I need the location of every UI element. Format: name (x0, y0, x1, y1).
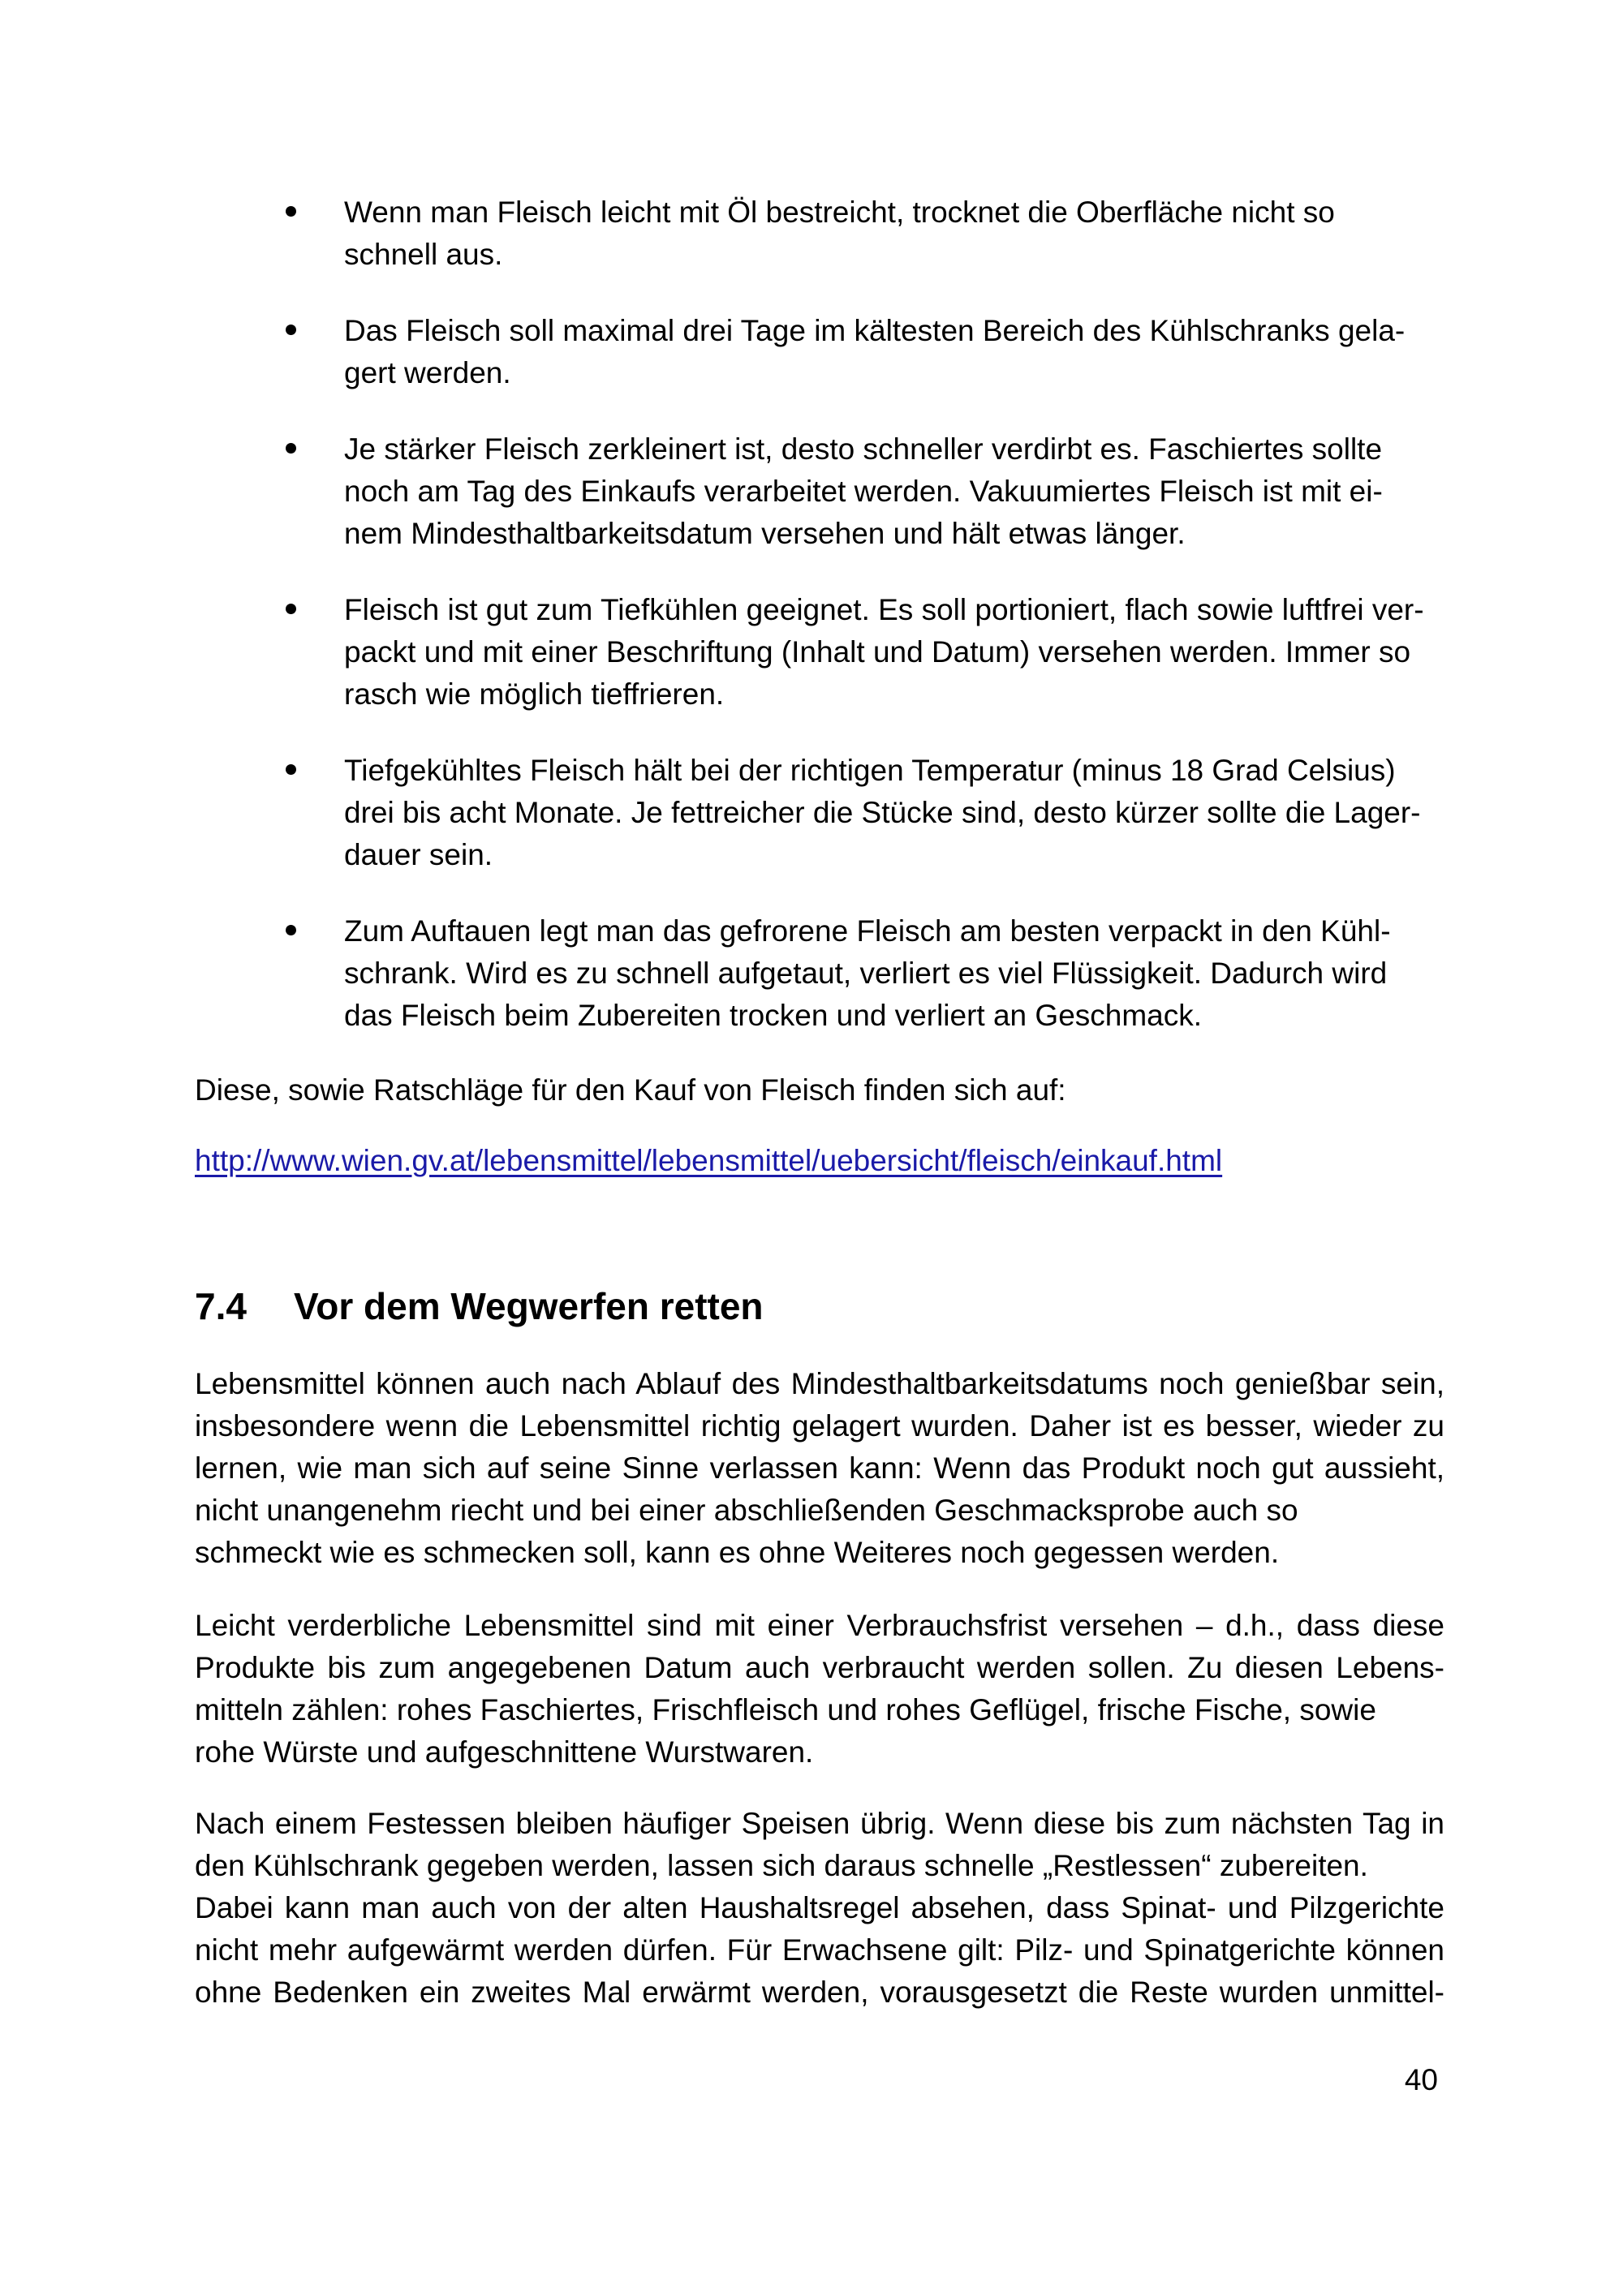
text-line: Fleisch ist gut zum Tiefkühlen geeignet. Es soll portioniert, flach sowie luftfrei ver- (344, 593, 1424, 626)
text-line: dauer sein. (344, 838, 493, 871)
text-line: Produkte bis zum angegebenen Datum auch verbraucht werden sollen. Zu diesen Lebens- (195, 1651, 1444, 1684)
page-number: 40 (1404, 2063, 1438, 2096)
bullet-icon (286, 325, 296, 335)
list-item (286, 589, 1438, 716)
text-line: nem Mindesthaltbarkeitsdatum versehen und hält etwas länger. (344, 517, 1186, 550)
body-paragraph (195, 1363, 1444, 1574)
text-line: schrank. Wird es zu schnell aufgetaut, verliert es viel Flüssigkeit. Dadurch wird (344, 957, 1388, 990)
text-line: gert werden. (344, 356, 511, 389)
text-line: insbesondere wenn die Lebensmittel richtig gelagert wurden. Daher ist es besser, wieder zu (195, 1409, 1444, 1443)
text-line: schmeckt wie es schmecken soll, kann es ohne Weiteres noch gegessen werden. (195, 1536, 1280, 1569)
text-line: mitteln zählen: rohes Faschiertes, Frischfleisch und rohes Geflügel, frische Fische, sowie (195, 1693, 1376, 1726)
text-line: schnell aus. (344, 238, 503, 271)
text-line: ohne Bedenken ein zweites Mal erwärmt werden, vorausgesetzt die Reste wurden unmittel- (195, 1976, 1444, 2009)
bullet-icon (286, 443, 296, 454)
section-number: 7.4 (195, 1285, 247, 1327)
text-line: packt und mit einer Beschriftung (Inhalt und Datum) versehen werden. Immer so (344, 635, 1411, 669)
bullet-icon (286, 206, 296, 217)
text-line: nicht unangenehm riecht und bei einer abschließenden Geschmacksprobe auch so (195, 1494, 1298, 1527)
section-title: Vor dem Wegwerfen retten (294, 1285, 764, 1327)
text-line: lernen, wie man sich auf seine Sinne verlassen kann: Wenn das Produkt noch gut aussieht, (195, 1451, 1444, 1485)
text-line: noch am Tag des Einkaufs verarbeitet werden. Vakuumiertes Fleisch ist mit ei- (344, 475, 1383, 508)
text-line: Je stärker Fleisch zerkleinert ist, desto schneller verdirbt es. Faschiertes sollte (344, 432, 1383, 466)
text-line: Wenn man Fleisch leicht mit Öl bestreicht, trocknet die Oberfläche nicht so (344, 196, 1335, 229)
text-line: das Fleisch beim Zubereiten trocken und verliert an Geschmack. (344, 999, 1203, 1032)
storage-tips-list (286, 191, 1438, 1071)
text-line: rohe Würste und aufgeschnittene Wurstwaren. (195, 1735, 814, 1769)
text-line: Das Fleisch soll maximal drei Tage im kältesten Bereich des Kühlschranks gela- (344, 314, 1406, 347)
text-line: rasch wie möglich tieffrieren. (344, 677, 725, 711)
text-line: drei bis acht Monate. Je fettreicher die Stücke sind, desto kürzer sollte die Lager- (344, 796, 1421, 829)
bullet-icon (286, 764, 296, 775)
body-paragraph (195, 1803, 1444, 2014)
text-line: nicht mehr aufgewärmt werden dürfen. Für Erwachsene gilt: Pilz- und Spinatgerichte können (195, 1933, 1444, 1967)
list-item (286, 750, 1438, 876)
text-line: Zum Auftauen legt man das gefrorene Fleisch am besten verpackt in den Kühl- (344, 914, 1391, 948)
list-item (286, 191, 1438, 276)
list-item (286, 310, 1438, 394)
text-line: Nach einem Festessen bleiben häufiger Speisen übrig. Wenn diese bis zum nächsten Tag in (195, 1807, 1444, 1840)
intro-paragraph: Diese, sowie Ratschläge für den Kauf von Fleisch finden sich auf: (195, 1073, 1066, 1107)
body-paragraph (195, 1605, 1444, 1774)
text-line: den Kühlschrank gegeben werden, lassen sich daraus schnelle „Restlessen“ zubereiten. (195, 1849, 1368, 1882)
section-heading (195, 1282, 764, 1331)
text-line: Leicht verderbliche Lebensmittel sind mit einer Verbrauchsfrist versehen – d.h., dass diese (195, 1609, 1444, 1642)
bullet-icon (286, 925, 296, 935)
list-item (286, 910, 1438, 1037)
source-link[interactable]: http://www.wien.gv.at/lebensmittel/lebensmittel/uebersicht/fleisch/einkauf.html (195, 1144, 1223, 1177)
text-line: Dabei kann man auch von der alten Haushaltsregel absehen, dass Spinat- und Pilzgerichte (195, 1891, 1444, 1924)
text-line: Lebensmittel können auch nach Ablauf des Mindesthaltbarkeitsdatums noch genießbar sein, (195, 1367, 1444, 1400)
bullet-icon (286, 604, 296, 614)
list-item (286, 428, 1438, 555)
text-line: Tiefgekühltes Fleisch hält bei der richtigen Temperatur (minus 18 Grad Celsius) (344, 754, 1396, 787)
